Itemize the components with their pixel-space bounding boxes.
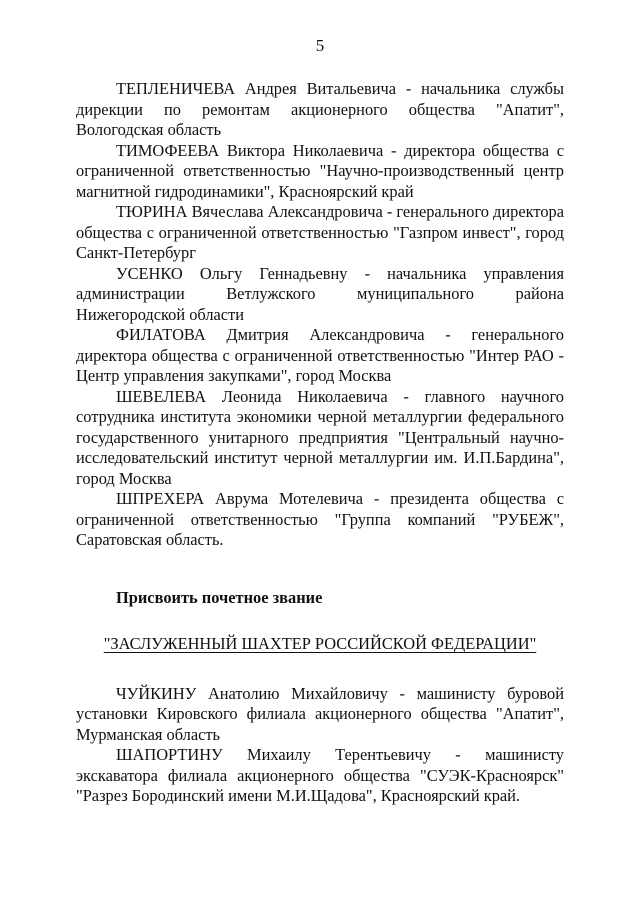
award-title-block: [76, 634, 564, 655]
award-entry-chuykin: ЧУЙКИНУ Анатолию Михайловичу - машинисту буровой установки Кировского филиала акционерного общества "Апатит", Мурманская область: [76, 683, 564, 744]
award-entry-filatov: ФИЛАТОВА Дмитрия Александровича - генерального директора общества с ограниченной ответственностью "Интер РАО - Центр управления закупками", город Москва: [76, 325, 564, 385]
award-title: "ЗАСЛУЖЕННЫЙ ШАХТЕР РОССИЙСКОЙ ФЕДЕРАЦИИ": [103, 634, 537, 653]
document-body: [76, 79, 564, 807]
award-entry-shaportin: ШАПОРТИНУ Михаилу Терентьевичу - машинисту экскаватора филиала акционерного общества "СУЭК-Красноярск" "Разрез Бородинский имени М.И.Щадова", Красноярский край.: [76, 745, 564, 805]
section-heading: Присвоить почетное звание: [116, 587, 323, 607]
award-entry-shevelev: ШЕВЕЛЕВА Леонида Николаевича - главного научного сотрудника института экономики черной металлургии федерального государственного унитарного предприятия "Центральный научно-исследовательский институт черной металлургии им. И.П.Бардина", город Москва: [76, 386, 564, 488]
page-number: 5: [315, 36, 325, 55]
award-entry-teplenichev: ТЕПЛЕНИЧЕВА Андрея Витальевича - начальника службы дирекции по ремонтам акционерного общества "Апатит", Вологодская область: [76, 79, 564, 139]
award-entry-tyurin: ТЮРИНА Вячеслава Александровича - генерального директора общества с ограниченной ответственностью "Газпром инвест", город Санкт-Петербург: [76, 202, 564, 262]
award-entry-shprekher: ШПРЕХЕРА Аврума Мотелевича - президента общества с ограниченной ответственностью "Группа компаний "РУБЕЖ", Саратовская область.: [76, 489, 564, 549]
award-entry-usenko: УСЕНКО Ольгу Геннадьевну - начальника управления администрации Ветлужского муниципального района Нижегородской области: [76, 263, 564, 324]
award-entry-timofeev: ТИМОФЕЕВА Виктора Николаевича - директора общества с ограниченной ответственностью "Научно-производственный центр магнитной гидродинамики", Красноярский край: [76, 140, 564, 201]
